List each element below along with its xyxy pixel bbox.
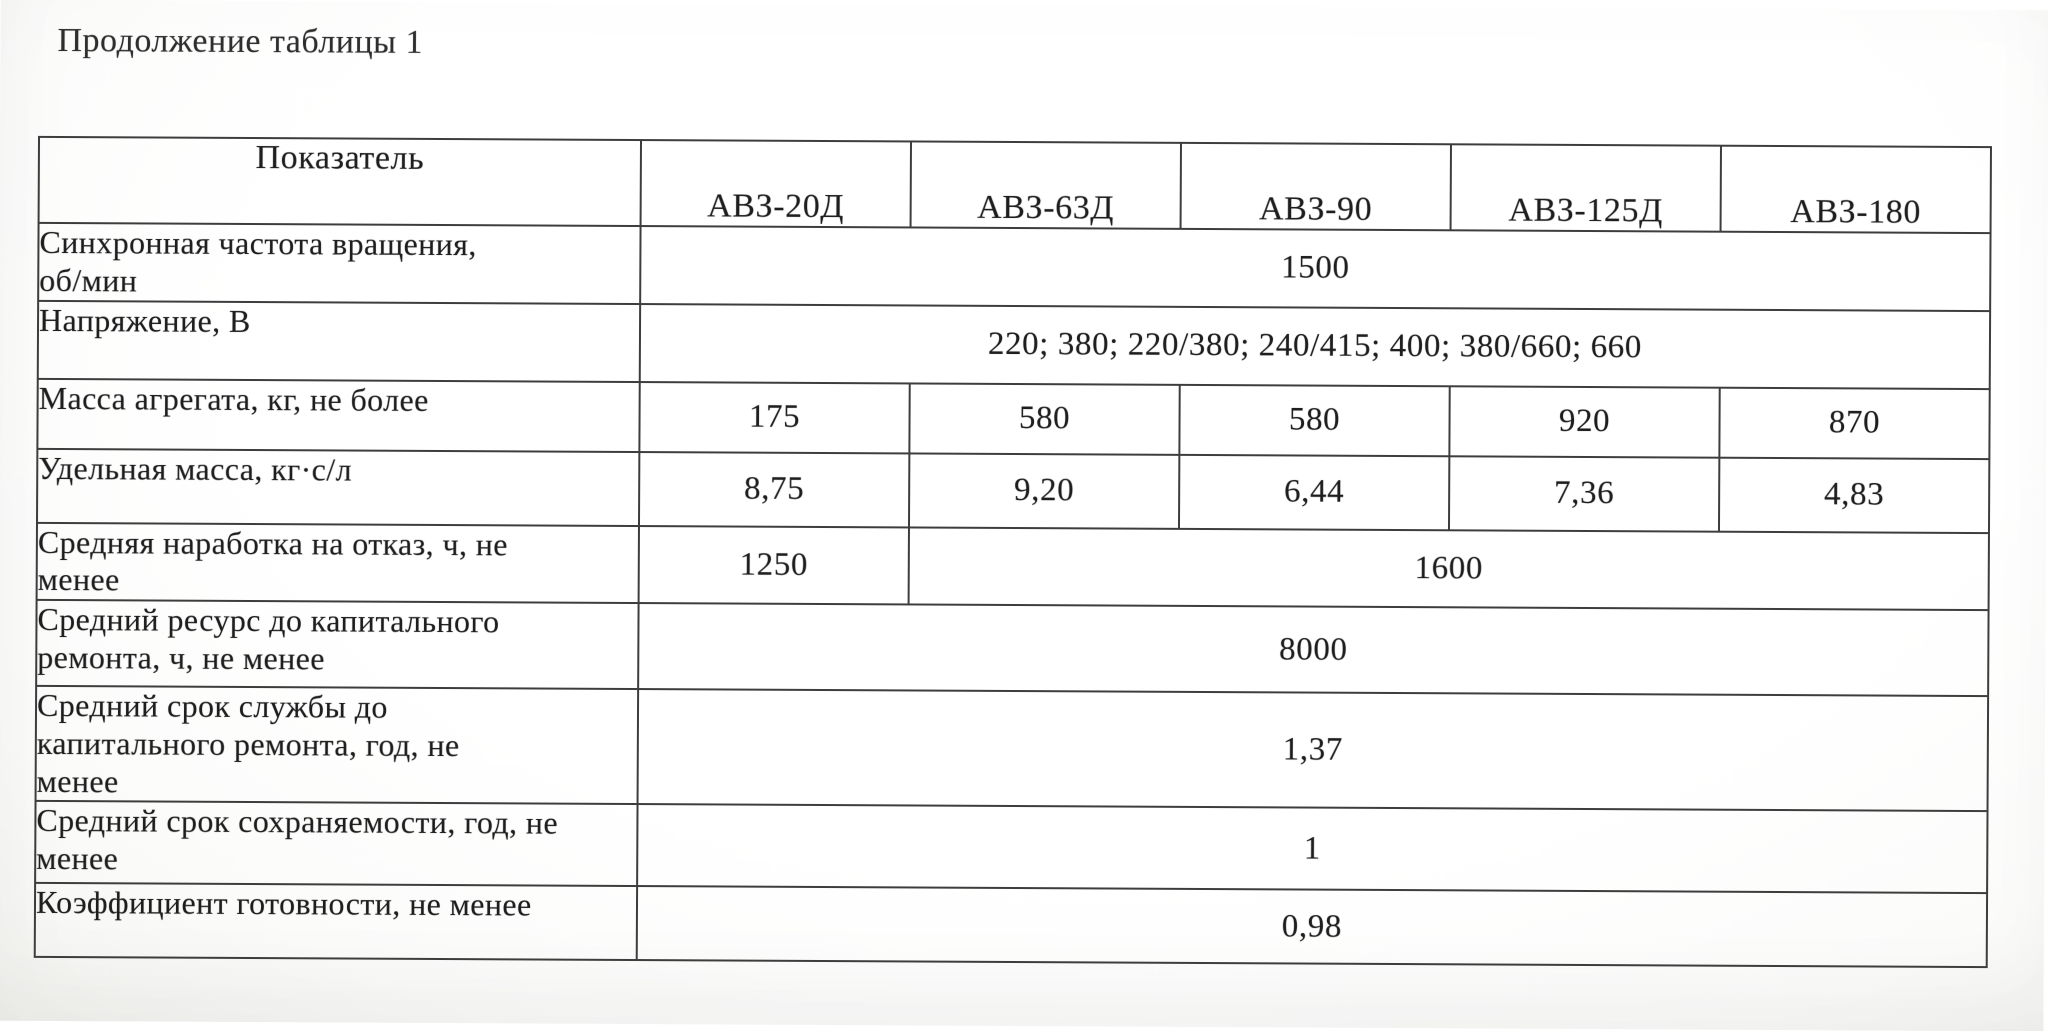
cell-value: 175 — [639, 382, 909, 453]
column-header-indicator: Показатель — [39, 137, 641, 226]
cell-value: 870 — [1719, 387, 1989, 458]
column-header-avz-63d: АВЗ-63Д — [911, 141, 1181, 228]
row-label: Удельная масса, кг·с/л — [37, 448, 639, 525]
column-header-avz-90: АВЗ-90 — [1181, 143, 1451, 230]
cell-value: 7,36 — [1449, 456, 1719, 531]
cell-value: 1,37 — [638, 689, 1989, 811]
table-row — [38, 300, 1990, 388]
cell-value: 580 — [909, 383, 1179, 454]
cell-value: 9,20 — [909, 453, 1179, 528]
cell-value: 4,83 — [1719, 457, 1989, 532]
row-label: Средний срок сохраняемости, год, не менее — [35, 801, 637, 886]
cell-value: 1600 — [909, 527, 1989, 610]
specs-table — [34, 136, 1992, 968]
table-row — [36, 686, 1989, 811]
cell-value: 1500 — [640, 226, 1990, 311]
table-continuation-title: Продолжение таблицы 1 — [57, 21, 424, 61]
row-label: Средняя наработка на отказ, ч, не менее — [37, 522, 639, 603]
cell-value: 6,44 — [1179, 454, 1449, 529]
row-label: Напряжение, В — [38, 300, 640, 381]
cell-value: 8,75 — [639, 452, 909, 527]
row-label: Масса агрегата, кг, не более — [37, 378, 639, 451]
column-header-avz-20d: АВЗ-20Д — [641, 140, 911, 227]
row-label: Синхронная частота вращения, об/мин — [38, 223, 640, 304]
table-row — [35, 801, 1987, 893]
header-row — [39, 137, 1991, 233]
table-row — [37, 448, 1989, 532]
row-label: Коэффициент готовности, не менее — [35, 883, 637, 960]
row-label: Средний срок службы до капитального ремонта, год, не менее — [36, 686, 639, 804]
cell-value: 0,98 — [637, 886, 1987, 967]
cell-value: 580 — [1179, 384, 1449, 455]
row-label: Средний ресурс до капитального ремонта, ч, не менее — [36, 600, 638, 689]
cell-value: 1 — [637, 804, 1987, 893]
cell-value: 1250 — [639, 526, 909, 605]
column-header-avz-125d: АВЗ-125Д — [1451, 144, 1721, 231]
table-row — [38, 223, 1990, 311]
cell-value: 920 — [1449, 386, 1719, 457]
table-row — [37, 522, 1989, 610]
cell-value: 220; 380; 220/380; 240/415; 400; 380/660; 660 — [640, 304, 1990, 389]
table-row — [37, 378, 1989, 458]
cell-value: 8000 — [638, 603, 1988, 696]
column-header-avz-180: АВЗ-180 — [1721, 146, 1991, 233]
table-row — [35, 883, 1987, 967]
table-row — [36, 600, 1988, 696]
